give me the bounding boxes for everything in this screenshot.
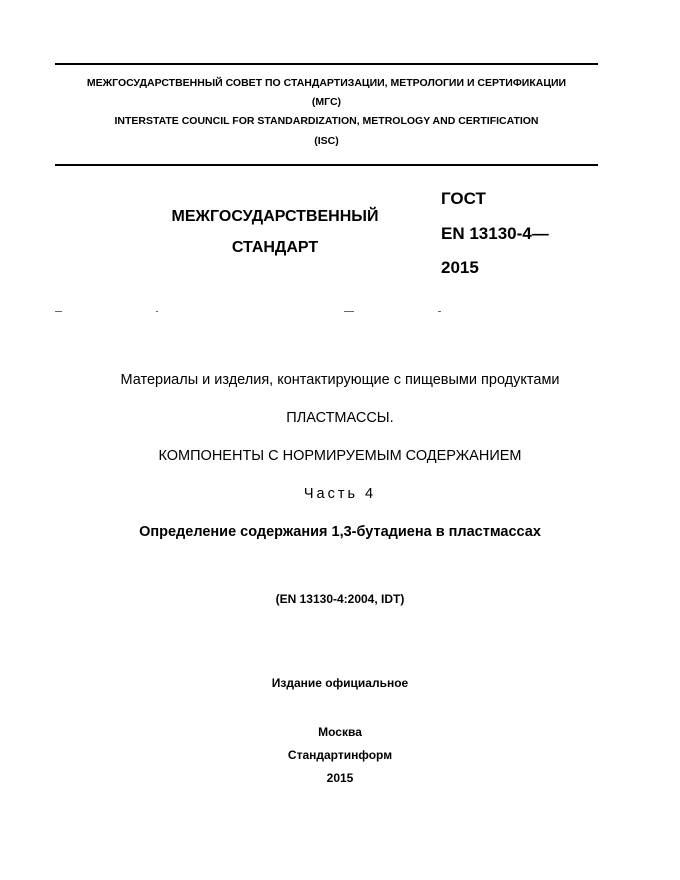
council-abbr-ru: (МГС) [311, 96, 342, 108]
part-number: Часть 4 [303, 486, 377, 502]
title-line-2: ПЛАСТМАССЫ. [286, 410, 394, 426]
scan-speck [156, 311, 158, 312]
reference-standard: (EN 13130-4:2004, IDT) [275, 592, 405, 606]
council-name-en: INTERSTATE COUNCIL FOR STANDARDIZATION, METROLOGY AND CERTIFICATION [114, 115, 539, 127]
subtitle: Определение содержания 1,3-бутадиена в пластмассах [139, 524, 541, 540]
scan-speck [55, 311, 62, 312]
council-abbr-en: (ISC) [314, 135, 339, 147]
imprint-year: 2015 [326, 771, 354, 785]
gost-label: ГОСТ [441, 189, 486, 208]
header-rule [55, 164, 598, 166]
top-rule [55, 63, 598, 65]
title-line-3: КОМПОНЕНТЫ С НОРМИРУЕМЫМ СОДЕРЖАНИЕМ [158, 448, 522, 464]
standard-number: EN 13130-4— [441, 224, 549, 243]
edition-label: Издание официальное [271, 676, 409, 690]
imprint-publisher: Стандартинформ [287, 748, 393, 762]
council-name-ru: МЕЖГОСУДАРСТВЕННЫЙ СОВЕТ ПО СТАНДАРТИЗАЦИИ, МЕТРОЛОГИИ И СЕРТИФИКАЦИИ [86, 77, 567, 89]
imprint-city: Москва [318, 725, 362, 739]
scan-speck [344, 311, 354, 312]
standard-type-line2: СТАНДАРТ [231, 239, 319, 256]
standard-year: 2015 [441, 258, 479, 277]
scan-speck [438, 311, 441, 312]
standard-type-line1: МЕЖГОСУДАРСТВЕННЫЙ [171, 208, 379, 225]
scan-artifacts [0, 311, 680, 315]
title-line-1: Материалы и изделия, контактирующие с пищевыми продуктами [120, 372, 560, 388]
